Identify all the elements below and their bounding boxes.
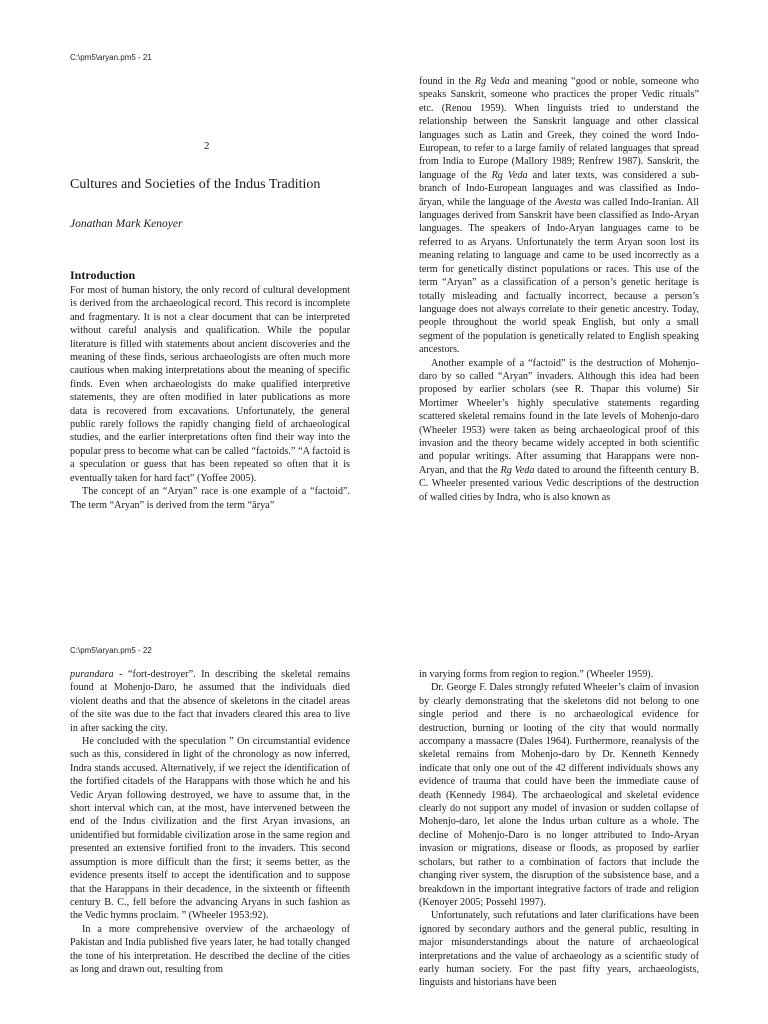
- left-column: [70, 668, 350, 976]
- paragraph: He concluded with the speculation ” On circumstantial evidence such as this, considered in light of the chronology as now inferred, Indra stands accused. Alternatively, if we reject the identification of the fortified citadels of the Harappans with those which he and his Vedic Aryan following destroyed, we have to assume that, in the short interval which can, at the most, have intervened between the end of the Indus civilization and the first Aryan invasions, an unidentified but formidable civilization arose in the same region and presented an extensive fortified front to the invaders. This second assumption is more difficult than the first; it seems better, as the evidence presents itself to accept the identification and to suppose that the Harappans in their decadence, in the sixteenth or fifteenth century B. C., fell before the advancing Aryans in such fashion as the Vedic hymns proclaim. ” (Wheeler 1953:92).: [70, 736, 350, 922]
- page-path-label: C:\pm5\aryan.pm5 - 21: [70, 53, 152, 62]
- chapter-number: 2: [204, 140, 210, 152]
- paragraph: found in the Rg Veda and meaning “good or noble, someone who speaks Sanskrit, someone who practices the proper Vedic rituals” etc. (Renou 1959). When linguists tried to understand the relationship between the Sanskrit language and other classical languages such as Latin and Greek, they coined the word Indo-European, to refer to a large family of related languages that spread from India to Europe (Mallory 1989; Renfrew 1987). Sanskrit, the language of the Rg Veda and later texts, was considered a sub-branch of Indo-European languages and was classified as Indo-āryan, while the language of the Avesta was called Indo-Iranian. All languages derived from Sanskrit have been classified as Indo-Aryan languages. The speakers of Indo-Aryan languages came to be referred to as Aryans. Unfortunately the term Aryan soon lost its meaning relating to language and came to be used incorrectly as a term for genetically distinct populations or races. This use of the term “Aryan” as a classification of a person’s genetic heritage is totally misleading and factually incorrect, because a person’s language does not always correlate to their genetic ancestry. Today, people throughout the world speak English, but only a small segment of the population is genetically related to English speaking ancestors.: [419, 76, 699, 356]
- paragraph: Unfortunately, such refutations and later clarifications have been ignored by secondary authors and the general public, resulting in major misunderstandings about the nature of archaeological interpretations and the value of archaeology as a scientific study of early human society. For the past fifty years, archaeologists, linguists and historians have been: [419, 910, 699, 989]
- right-column: [419, 668, 699, 990]
- page-path-label: C:\pm5\aryan.pm5 - 22: [70, 646, 152, 655]
- chapter-title: Cultures and Societies of the Indus Tradition: [70, 177, 321, 192]
- paragraph: For most of human history, the only record of cultural development is derived from the archaeological record. This record is incomplete and fragmentary. It is not a clear document that can be interpreted without careful analysis and qualification. While the popular literature is filled with statements about ancient discoveries and the meaning of these finds, serious archaeologists are often much more cautious when making interpretations about the meaning of specific finds. Even when archaeologists do make qualified interpretive statements, they are often modified in later publications as more data is recovered from excavations. Unfortunately, the general public rarely follows the rapidly changing field of archaeological studies, and the earlier interpretations often find their way into the popular press to become what can be called “factoids.” “A factoid is a speculation or guess that has been repeated so often that it is eventually taken for hard fact” (Yoffee 2005).: [70, 285, 350, 484]
- paragraph: purandara - “fort-destroyer”. In describing the skeletal remains found at Mohenjo-Daro, he assumed that the individuals died violent deaths and that the absence of skeletons in the citadel areas of the site was due to the fact that invaders cleared this area to live in after sacking the city.: [70, 669, 350, 734]
- section-heading: Introduction: [70, 268, 136, 282]
- paragraph: The concept of an “Aryan” race is one example of a “factoid”. The term “Aryan” is derived from the term “ārya”: [70, 486, 350, 511]
- paragraph: in varying forms from region to region.” (Wheeler 1959).: [419, 669, 654, 680]
- paragraph: In a more comprehensive overview of the archaeology of Pakistan and India published five years later, he had totally changed the tone of his interpretation. He described the decline of the cities as long and drawn out, resulting from: [70, 923, 350, 975]
- left-column: [70, 284, 350, 512]
- right-column: [419, 75, 699, 504]
- paragraph: Another example of a “factoid” is the destruction of Mohenjo-daro by so called “Aryan” invaders. Although this idea had been proposed by earlier scholars (see R. Thapar this volume) Sir Mortimer Wheeler’s highly speculative statements regarding scattered skeletal remains found in the late levels of Mohenjo-daro (Wheeler 1953) were taken as being archaeological proof of this invasion and the theory became widely accepted in both scientific and popular writings. After assuming that Harappans were non-Aryan, and that the Rg Veda dated to around the fifteenth century B. C. Wheeler presented various Vedic descriptions of the destruction of walled cities by Indra, who is also known as: [419, 357, 700, 503]
- paragraph: Dr. George F. Dales strongly refuted Wheeler’s claim of invasion by clearly demonstrating that the skeletons did not belong to one single period and there is no archaeological evidence for destruction, burning or looting of the city that would normally accompany a massacre (Dales 1964). Furthermore, reanalysis of the skeletal remains from Mohenjo-daro by Dr. Kenneth Kennedy indicate that only one out of the 42 different individuals shows any evidence of trauma that could have been the immediate cause of death (Kennedy 1984). The archaeological and skeletal evidence clearly do not support any model of invasion or sudden collapse of Mohenjo-daro, let alone the Indus urban culture as a whole. The decline of Mohenjo-Daro is no longer attributed to Indo-Aryan invasion or migrations, disease or floods, as proposed by earlier scholars, but rather to a combination of factors that include the changing river system, the disruption of the subsistence base, and a breakdown in the important integrative factors of trade and religion (Kenoyer 2005; Possehl 1997).: [419, 682, 699, 908]
- author-name: Jonathan Mark Kenoyer: [70, 218, 183, 230]
- page-22: [0, 512, 768, 1024]
